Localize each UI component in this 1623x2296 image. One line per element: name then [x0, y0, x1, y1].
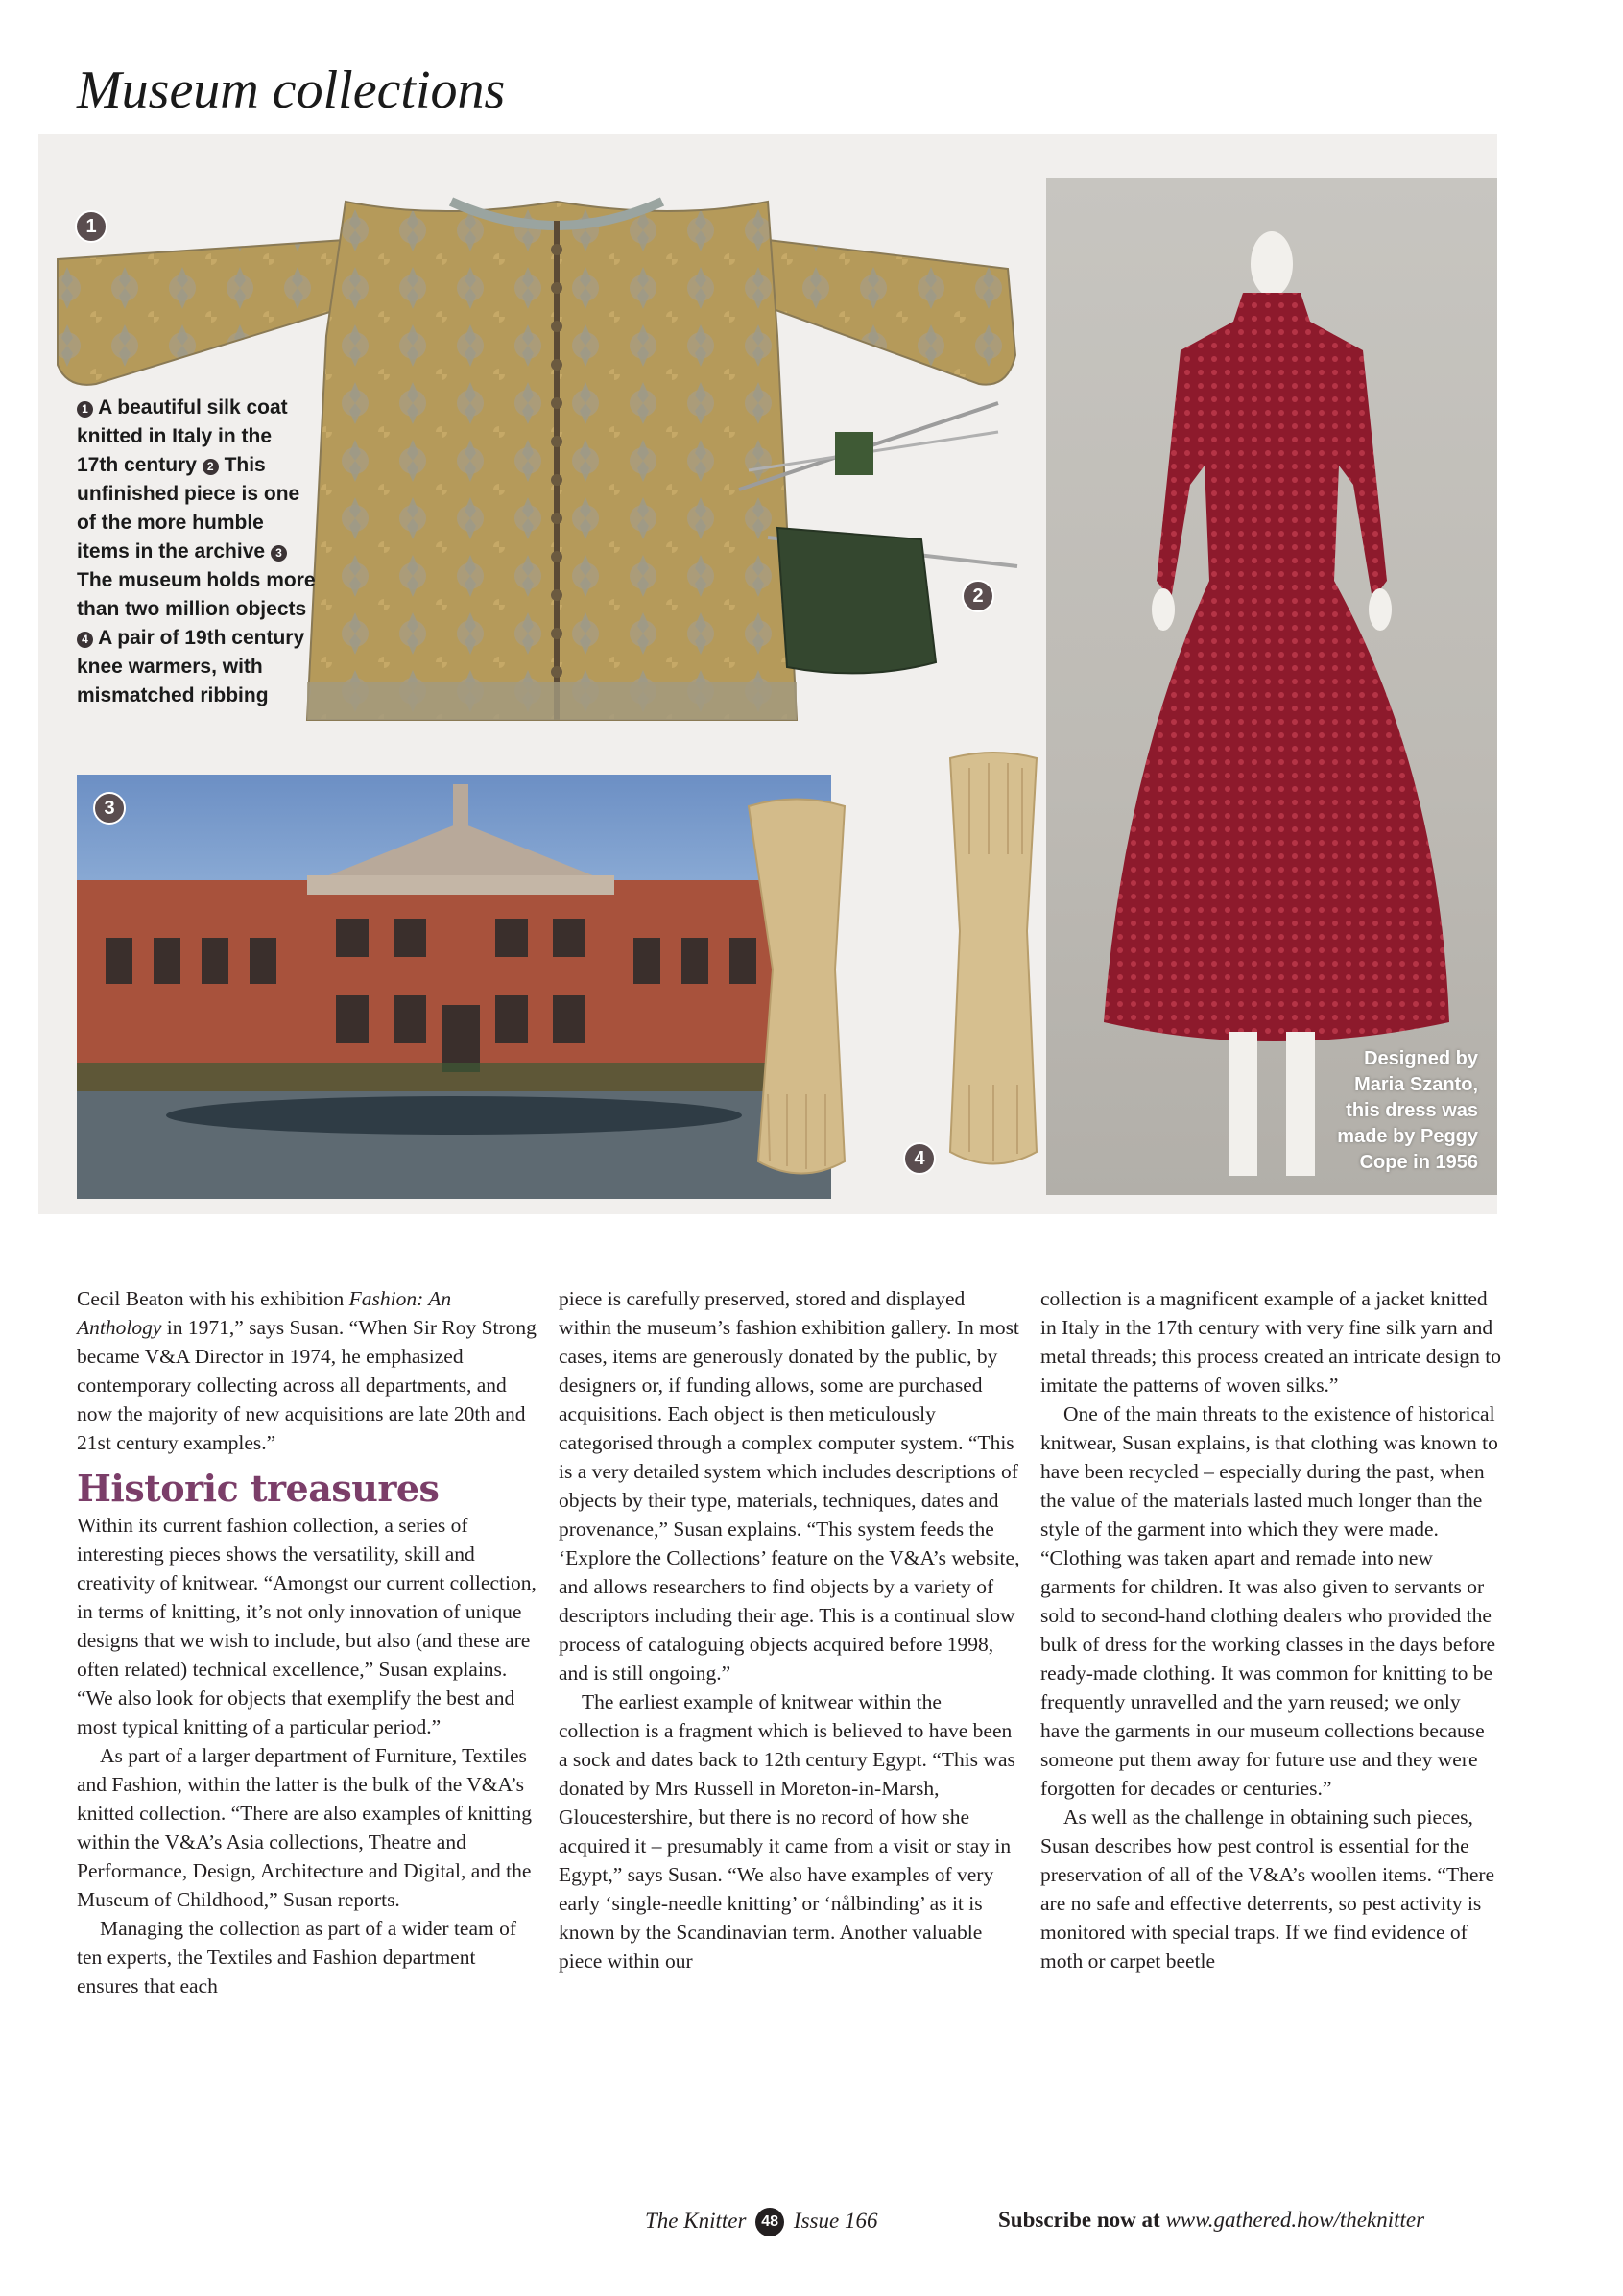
section-subheading: Historic treasures: [77, 1467, 440, 1510]
caption-marker-3: 3: [271, 545, 287, 562]
subscribe-label: Subscribe now at: [998, 2208, 1160, 2232]
photo-caption: [77, 394, 317, 710]
knee-warmers-photo: [729, 739, 1046, 1200]
dress-caption: Designed by Maria Szanto, this dress was made by Peggy Cope in 1956: [1337, 1048, 1478, 1173]
paragraph: [77, 1284, 539, 1457]
paragraph: As well as the challenge in obtaining such pieces, Susan describes how pest control is essential for the preservation of all of the V&A’s woollen items. “There are no safe and effective deterrents, so pest activity is monitored with special traps. If we find evidence of moth or carpet beetle: [1040, 1806, 1495, 1973]
caption-text-2: This unfinished piece is one of the more humble items in the archive: [77, 454, 300, 562]
text-run: Cecil Beaton with his exhibition: [77, 1287, 349, 1310]
paragraph: One of the main threats to the existence of historical knitwear, Susan explains, is that clothing was known to have been recycled – especially during the past, when the value of the materials lasted much longer than the style of the garment into which they were made. “Clothing was taken apart and remade into new garments for children. It was also given to servants or sold to second-hand clothing dealers who provided the bulk of dress for the working classes in the days before ready-made clothing. It was common for knitting to be frequently unravelled and the yarn reused; we only have the garments in our museum collections because someone put them away for future use and they were forgotten for decades or centuries.”: [1040, 1402, 1498, 1800]
caption-text-3: The museum holds more than two million objects: [77, 569, 316, 620]
marker-1: 1: [75, 210, 107, 243]
footer-subscribe: [998, 2208, 1424, 2233]
text-run: in 1971,” says Susan. “When Sir Roy Strong became V&A Director in 1974, he emphasized contemporary collecting across all departments, and now the majority of new acquisitions are late 20th and 21st century examples.”: [77, 1316, 537, 1454]
paragraph: As part of a larger department of Furniture, Textiles and Fashion, within the latter is the bulk of the V&A’s knitted collection. “There are also examples of knitting within the V&A’s Asia collections, Theatre and Performance, Design, Architecture and Digital, and the Museum of Childhood,” Susan reports.: [77, 1744, 533, 1911]
article-column-2: [559, 1284, 1021, 1975]
marker-4: 4: [903, 1142, 936, 1175]
subscribe-link[interactable]: www.gathered.how/theknitter: [1165, 2208, 1425, 2232]
article-column-1: [77, 1284, 539, 2000]
issue-number: Issue 166: [793, 2209, 878, 2233]
paragraph: Within its current fashion collection, a series of interesting pieces shows the versatility, skill and creativity of knitwear. “Amongst our current collection, in terms of knitting, it’s not only innovation of unique designs that we wish to include, but also (and these are often related) technical excellence,” Susan explains. “We also look for objects that exemplify the best and most typical knitting of a particular period.”: [77, 1514, 537, 1738]
page-title: Museum collections: [77, 60, 506, 120]
caption-marker-2: 2: [203, 459, 219, 475]
footer-magazine: [645, 2208, 877, 2236]
paragraph: The earliest example of knitwear within the collection is a fragment which is believed to have been a sock and dates back to 12th century Egypt. “This was donated by Mrs Russell in Moreton-in-Marsh, Gloucestershire, but there is no record of how she acquired it – presumably it came from a visit or stay in Egypt,” says Susan. “We also have examples of very early ‘single-needle knitting’ or ‘nålbinding’ as it is known by the Scandinavian term. Another valuable piece within our: [559, 1690, 1015, 1973]
paragraph: Managing the collection as part of a wider team of ten experts, the Textiles and Fashion department ensures that each: [77, 1917, 517, 1997]
magazine-name: The Knitter: [645, 2209, 747, 2233]
red-dress-photo: [1046, 178, 1497, 1195]
exhibition-title: Fashion: An Anthology: [77, 1287, 452, 1339]
caption-text-4: A pair of 19th century knee warmers, with mismatched ribbing: [77, 627, 305, 706]
caption-marker-4: 4: [77, 632, 93, 648]
marker-3: 3: [93, 792, 126, 825]
caption-marker-1: 1: [77, 401, 93, 418]
paragraph: collection is a magnificent example of a jacket knitted in Italy in the 17th century with very fine silk yarn and metal threads; this process created an intricate design to imitate the patterns of woven silks.”: [1040, 1287, 1501, 1397]
caption-text-1: A beautiful silk coat knitted in Italy in the 17th century: [77, 396, 288, 476]
article-column-3: [1040, 1284, 1503, 1975]
va-museum-photo: [77, 775, 831, 1199]
paragraph: piece is carefully preserved, stored and displayed within the museum’s fashion exhibition gallery. In most cases, items are generously donated by the public, by designers or, if funding allows, some are purchased acquisitions. Each object is then meticulously categorised through a complex computer system. “This is a very detailed system which includes descriptions of objects by their type, materials, techniques, dates and provenance,” Susan explains. “This system feeds the ‘Explore the Collections’ feature on the V&A’s website, and allows researchers to find objects by a variety of descriptors including their age. This is a continual slow process of cataloguing objects acquired before 1998, and is still ongoing.”: [559, 1287, 1020, 1685]
marker-2: 2: [962, 580, 994, 612]
page-number: 48: [755, 2208, 784, 2236]
